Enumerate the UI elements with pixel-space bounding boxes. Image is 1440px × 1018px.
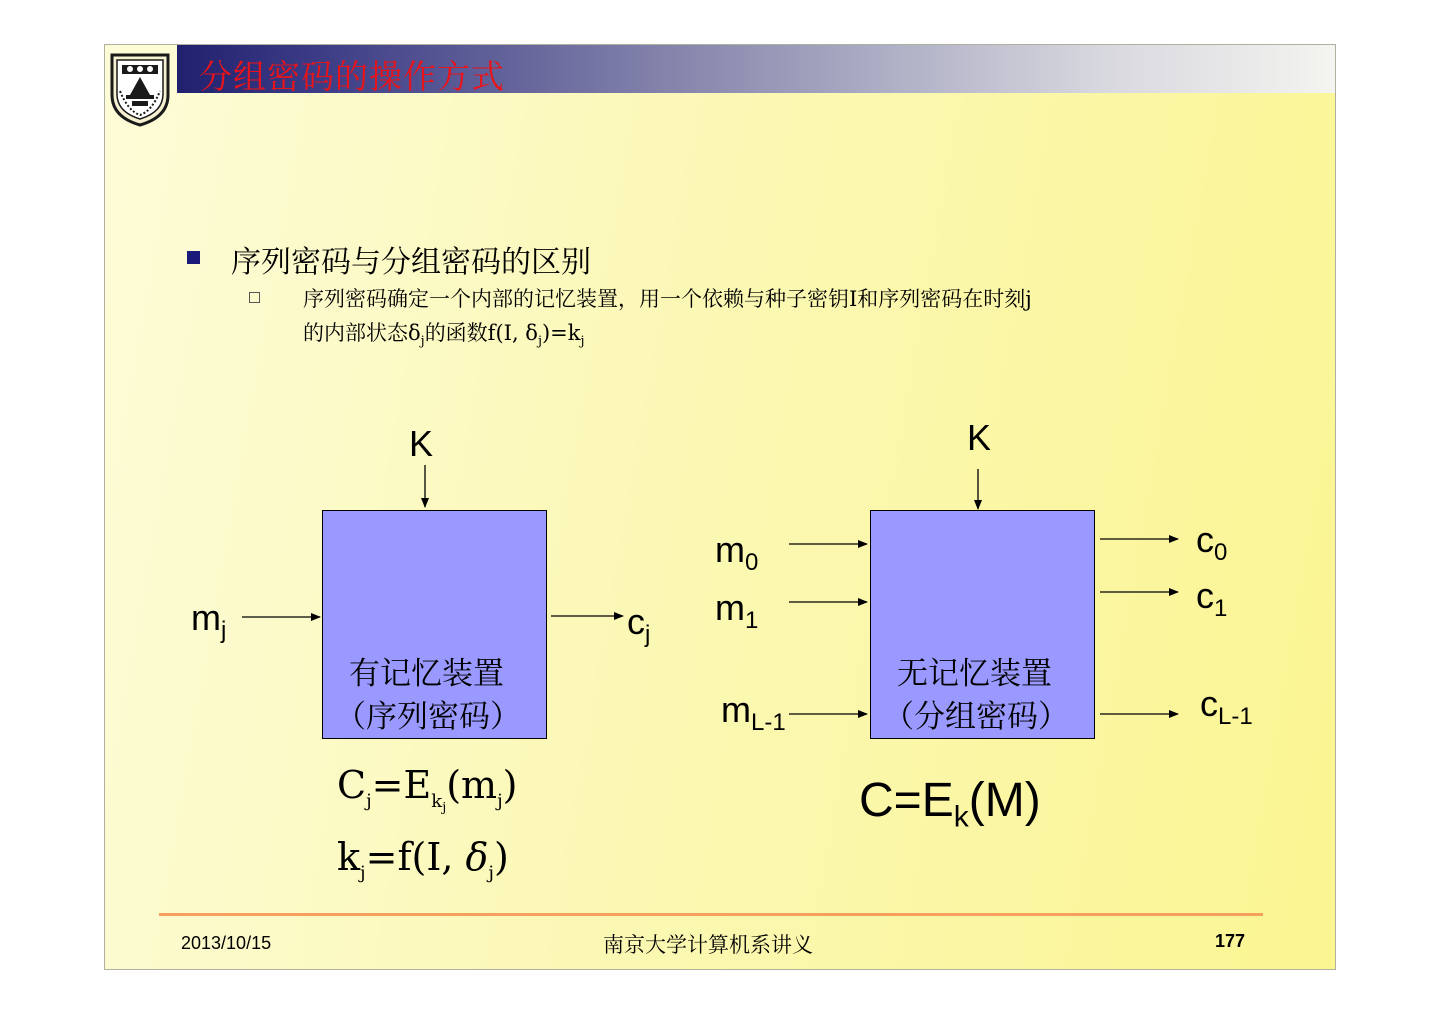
fr-sub: k — [953, 800, 969, 834]
out1-sub: 1 — [1214, 595, 1228, 623]
sub-text-c: )=k — [541, 321, 581, 345]
right-input-0 — [715, 529, 758, 577]
in1-base: m — [715, 587, 745, 628]
footer-divider — [159, 913, 1263, 916]
sub-script-2: j — [537, 334, 542, 350]
formula-kj — [337, 835, 509, 884]
f2-dsub: j — [488, 862, 495, 884]
f2-delta: δ — [465, 835, 489, 879]
page-number: 177 — [1215, 931, 1246, 951]
diagram-arrows — [105, 45, 1336, 970]
f1-close: ) — [502, 763, 518, 807]
footer-course: 南京大学计算机系讲义 — [603, 933, 813, 957]
right-output-0 — [1196, 519, 1227, 567]
f1-C: C — [337, 763, 367, 807]
in0-base: m — [715, 529, 745, 570]
slide-title: 分组密码的操作方式 — [199, 57, 505, 96]
f1-msub: j — [497, 790, 503, 812]
sub-script-1: j — [420, 334, 425, 350]
sub-bullet-line1: 序列密码确定一个内部的记忆装置，用一个依赖与种子密钥I和序列密码在时刻j — [303, 287, 1032, 311]
formula-block-cipher — [859, 773, 1041, 835]
fr-b: (M) — [968, 774, 1041, 827]
sub-text-a: 的内部状态δ — [303, 321, 421, 345]
right-key-label: K — [967, 417, 992, 458]
fr-a: C=E — [859, 774, 954, 827]
left-box-line1: 有记忆装置 — [349, 656, 504, 692]
left-output-base: c — [627, 601, 645, 642]
right-input-2 — [721, 689, 786, 737]
left-key-label: K — [409, 423, 434, 464]
left-output-sub: j — [645, 621, 651, 649]
f2-ksub: j — [360, 862, 366, 884]
f1-ksub: j — [442, 800, 447, 816]
footer-date: 2013/10/15 — [181, 933, 272, 953]
out1-base: c — [1196, 575, 1214, 616]
f1-k: k — [431, 790, 443, 812]
in2-base: m — [721, 689, 751, 730]
f1-Csub: j — [366, 790, 372, 812]
f1-eq: =E — [371, 763, 432, 807]
left-input-base: m — [191, 597, 221, 638]
in0-sub: 0 — [745, 549, 759, 577]
f2-body: =f(I, — [365, 835, 466, 879]
slide — [104, 44, 1336, 970]
right-output-1 — [1196, 575, 1227, 623]
in1-sub: 1 — [745, 607, 759, 635]
formula-cj — [337, 763, 518, 815]
left-input-sub: j — [221, 617, 227, 645]
right-input-1 — [715, 587, 758, 635]
sub-script-3: j — [580, 334, 585, 350]
sub-text-b: 的函数f(I, δ — [424, 321, 538, 345]
left-input-label — [191, 597, 226, 645]
right-output-2 — [1200, 683, 1253, 731]
out2-sub: L-1 — [1218, 703, 1253, 731]
bullet-main-text: 序列密码与分组密码的区别 — [231, 245, 591, 280]
f1-m: (m — [446, 763, 498, 807]
f2-k: k — [337, 835, 361, 879]
left-output-label — [627, 601, 650, 649]
out0-base: c — [1196, 519, 1214, 560]
f2-close: ) — [494, 835, 509, 879]
out0-sub: 0 — [1214, 539, 1228, 567]
right-box-line2: （分组密码） — [883, 699, 1069, 735]
right-box-line1: 无记忆装置 — [897, 656, 1052, 692]
out2-base: c — [1200, 683, 1218, 724]
in2-sub: L-1 — [751, 709, 786, 737]
left-box-line2: （序列密码） — [335, 699, 521, 735]
